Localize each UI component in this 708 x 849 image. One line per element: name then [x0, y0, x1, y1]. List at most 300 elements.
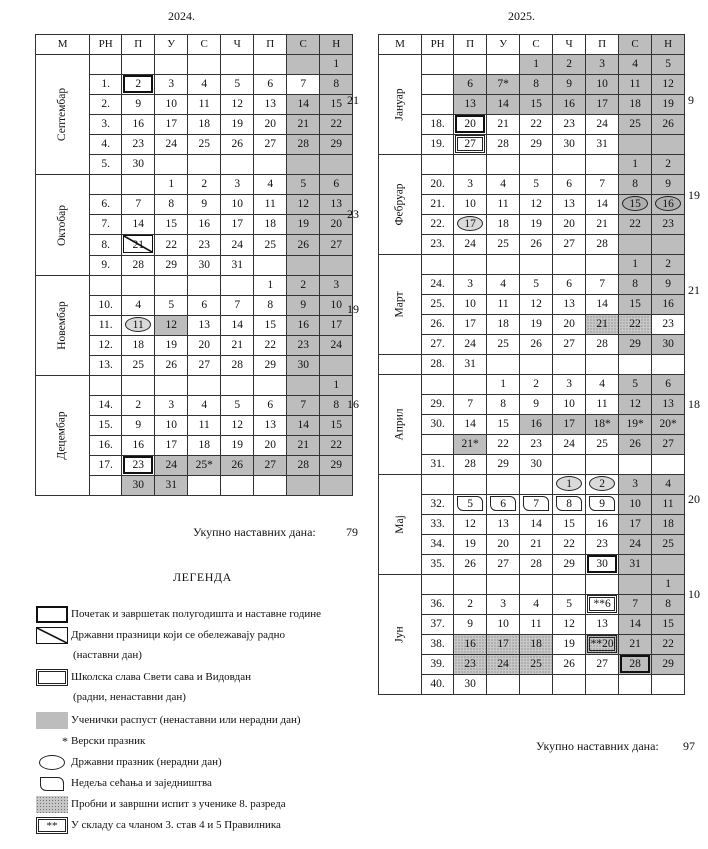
day-cell	[254, 256, 287, 276]
day-cell: 4	[487, 175, 520, 195]
day-cell: 15	[652, 615, 685, 635]
week-row	[379, 675, 685, 695]
day-cell: 13	[487, 515, 520, 535]
day-cell	[619, 195, 652, 215]
day-cell: 19	[652, 95, 685, 115]
day-cell: 14	[586, 195, 619, 215]
day-cell	[520, 675, 553, 695]
day-cell: 26	[454, 555, 487, 575]
day-cell	[487, 475, 520, 495]
day-cell	[619, 235, 652, 255]
week-row	[379, 335, 685, 355]
month-name: Април	[393, 408, 406, 441]
week-row	[379, 635, 685, 655]
day-cell: 29	[487, 455, 520, 475]
day-cell: 3	[487, 595, 520, 615]
legend-text: Недеља сећања и заједништва	[71, 777, 212, 789]
day-cell: 3	[454, 175, 487, 195]
day-cell: 17	[155, 436, 188, 456]
header-row	[379, 35, 685, 55]
day-cell: 3	[221, 175, 254, 195]
day-cell: 7	[122, 195, 155, 215]
day-cell: 12	[553, 615, 586, 635]
day-cell: 5	[221, 75, 254, 95]
day-cell: 18	[188, 436, 221, 456]
day-cell: 28	[221, 356, 254, 376]
day-cell: 7	[586, 175, 619, 195]
day-cell: 15	[254, 316, 287, 336]
day-cell: 9	[553, 75, 586, 95]
day-cell: 25	[586, 435, 619, 455]
week-number	[90, 276, 122, 296]
day-cell: 15	[487, 415, 520, 435]
day-marker: 7	[523, 496, 549, 511]
day-cell: 28	[122, 256, 155, 276]
week-number: 24.	[422, 275, 454, 295]
week-row	[379, 315, 685, 335]
month-day-count: 21	[347, 93, 359, 107]
week-row	[379, 615, 685, 635]
day-cell: 7	[619, 595, 652, 615]
day-marker: 2	[123, 75, 153, 93]
week-row	[379, 175, 685, 195]
day-cell	[454, 575, 487, 595]
day-cell: 9	[652, 275, 685, 295]
day-cell: 7*	[487, 75, 520, 95]
week-number	[422, 75, 454, 95]
day-cell: 10	[454, 195, 487, 215]
week-number: 39.	[422, 655, 454, 675]
week-number: 7.	[90, 215, 122, 235]
day-cell	[487, 155, 520, 175]
day-cell: 24	[619, 535, 652, 555]
day-cell: 11	[586, 395, 619, 415]
column-header: Ч	[553, 35, 586, 55]
day-cell: 25	[188, 135, 221, 155]
day-cell	[320, 356, 353, 376]
day-cell: 16	[454, 635, 487, 655]
day-cell: 29	[155, 256, 188, 276]
day-cell	[586, 635, 619, 655]
asterisk-icon: *	[62, 734, 68, 748]
day-cell: 17	[454, 315, 487, 335]
day-cell	[553, 355, 586, 375]
week-number: 8.	[90, 235, 122, 256]
week-row	[379, 415, 685, 435]
day-cell: 12	[454, 515, 487, 535]
month-name: Јун	[393, 626, 406, 643]
day-cell: 4	[188, 396, 221, 416]
day-cell: 27	[487, 555, 520, 575]
week-number: 11.	[90, 316, 122, 336]
day-cell: 2	[652, 255, 685, 275]
double-star-box-icon: **	[36, 817, 68, 834]
day-cell: 23	[652, 315, 685, 335]
day-cell	[454, 475, 487, 495]
day-cell: 3	[155, 75, 188, 95]
day-cell	[586, 575, 619, 595]
day-cell: 23	[520, 435, 553, 455]
week-row	[379, 235, 685, 255]
total-right-label: Укупно наставних дана:	[536, 739, 659, 753]
month-label	[379, 355, 422, 375]
month-name: Јануар	[393, 88, 406, 121]
day-cell: 1	[652, 575, 685, 595]
day-cell: 24	[586, 115, 619, 135]
day-cell: 8	[320, 396, 353, 416]
day-cell	[553, 475, 586, 495]
day-cell: 8	[652, 595, 685, 615]
week-number: 30.	[422, 415, 454, 435]
day-cell: 21	[221, 336, 254, 356]
day-cell: 29	[553, 555, 586, 575]
day-cell	[155, 55, 188, 75]
day-cell: 18	[619, 95, 652, 115]
day-cell	[188, 376, 221, 396]
day-cell: 1	[320, 376, 353, 396]
day-cell: 29	[320, 456, 353, 476]
day-cell: 13	[586, 615, 619, 635]
day-cell: 27	[553, 335, 586, 355]
day-cell: 8	[619, 175, 652, 195]
day-cell: 14	[619, 615, 652, 635]
day-cell: 26	[221, 456, 254, 476]
day-cell: 12	[520, 295, 553, 315]
column-header: Ч	[221, 35, 254, 55]
day-cell	[520, 255, 553, 275]
week-row	[379, 375, 685, 395]
day-cell	[454, 135, 487, 155]
day-cell: 18	[254, 215, 287, 235]
day-cell: 11	[188, 416, 221, 436]
calendar-2025	[378, 34, 685, 695]
day-cell: 26	[520, 235, 553, 255]
month-label	[379, 575, 422, 695]
day-cell: 18	[652, 515, 685, 535]
day-cell: 1	[619, 255, 652, 275]
week-number: 2.	[90, 95, 122, 115]
legend-text: (наставни дан)	[73, 649, 142, 661]
day-cell: 2	[122, 396, 155, 416]
week-row	[379, 255, 685, 275]
day-cell: 30	[520, 455, 553, 475]
day-cell: 13	[553, 195, 586, 215]
month-label	[379, 475, 422, 575]
day-cell: 19	[454, 535, 487, 555]
day-cell: 2	[287, 276, 320, 296]
day-cell	[487, 495, 520, 515]
week-number	[422, 435, 454, 455]
day-marker: 15	[622, 196, 648, 211]
day-cell: 16	[188, 215, 221, 235]
week-number: 3.	[90, 115, 122, 135]
month-label	[379, 255, 422, 355]
column-header: У	[487, 35, 520, 55]
day-cell	[619, 135, 652, 155]
week-row	[379, 275, 685, 295]
week-row	[379, 115, 685, 135]
day-cell: 22	[320, 436, 353, 456]
day-cell: 13	[553, 295, 586, 315]
week-number	[90, 476, 122, 496]
day-cell	[619, 355, 652, 375]
day-cell: 11	[619, 75, 652, 95]
day-marker: 11	[125, 317, 151, 332]
day-cell: 16	[122, 436, 155, 456]
week-row	[379, 215, 685, 235]
day-cell	[454, 115, 487, 135]
week-row	[379, 555, 685, 575]
day-cell: 10	[155, 416, 188, 436]
column-header: С	[188, 35, 221, 55]
day-cell: 2	[652, 155, 685, 175]
month-label	[379, 375, 422, 475]
week-number: 19.	[422, 135, 454, 155]
week-number	[90, 175, 122, 195]
day-cell: 8	[254, 296, 287, 316]
day-cell: 13	[652, 395, 685, 415]
day-cell: 20	[320, 215, 353, 235]
week-row	[36, 55, 353, 75]
week-row	[379, 515, 685, 535]
day-cell: 24	[553, 435, 586, 455]
day-cell: 19	[221, 115, 254, 135]
calendar-2024	[35, 34, 353, 496]
day-cell: 19	[553, 635, 586, 655]
day-cell: 21	[487, 115, 520, 135]
day-cell	[520, 575, 553, 595]
day-cell: 7	[287, 75, 320, 95]
day-cell: 1	[254, 276, 287, 296]
day-cell: 15	[155, 215, 188, 235]
day-marker: 5	[457, 496, 483, 511]
day-cell	[553, 575, 586, 595]
day-cell	[122, 316, 155, 336]
day-cell: 11	[652, 495, 685, 515]
day-cell: 1	[320, 55, 353, 75]
day-cell	[287, 55, 320, 75]
week-number: 26.	[422, 315, 454, 335]
day-cell: 25	[520, 655, 553, 675]
day-cell	[287, 155, 320, 175]
day-cell: 27	[254, 135, 287, 155]
day-cell: 25*	[188, 456, 221, 476]
day-cell: 25	[619, 115, 652, 135]
day-cell: 8	[487, 395, 520, 415]
day-cell: 17	[221, 215, 254, 235]
day-cell: 20	[188, 336, 221, 356]
day-cell: 3	[155, 396, 188, 416]
week-row	[379, 95, 685, 115]
day-cell: 13	[188, 316, 221, 336]
day-cell	[122, 175, 155, 195]
week-number: 25.	[422, 295, 454, 315]
month-label	[36, 376, 90, 496]
day-cell	[155, 155, 188, 175]
month-name: Новембар	[56, 301, 69, 350]
day-cell: 2	[553, 55, 586, 75]
day-cell: 22	[553, 535, 586, 555]
day-cell	[287, 476, 320, 496]
day-marker: 9	[589, 496, 615, 511]
month-day-count: 19	[347, 302, 359, 316]
week-number	[422, 575, 454, 595]
day-cell: 12	[619, 395, 652, 415]
day-cell: 6	[320, 175, 353, 195]
day-cell: 8	[520, 75, 553, 95]
day-cell: 17	[619, 515, 652, 535]
day-cell: 24	[221, 235, 254, 256]
day-cell: 21*	[454, 435, 487, 455]
day-cell: 5	[520, 175, 553, 195]
week-number: 15.	[90, 416, 122, 436]
week-number	[422, 95, 454, 115]
week-number: 1.	[90, 75, 122, 95]
day-cell: 15	[320, 416, 353, 436]
day-cell: 12	[520, 195, 553, 215]
week-row	[379, 655, 685, 675]
month-day-count: 20	[688, 492, 700, 506]
day-cell	[454, 495, 487, 515]
day-cell: 7	[221, 296, 254, 316]
day-cell: 6	[254, 396, 287, 416]
day-cell: 26	[553, 655, 586, 675]
day-cell	[586, 495, 619, 515]
day-cell: 9	[652, 175, 685, 195]
day-cell: 10	[487, 615, 520, 635]
day-cell	[155, 376, 188, 396]
day-cell: 14	[520, 515, 553, 535]
day-cell: 22	[619, 315, 652, 335]
day-cell: 28	[487, 135, 520, 155]
day-cell: 15	[320, 95, 353, 115]
day-cell	[122, 235, 155, 256]
day-cell	[221, 376, 254, 396]
day-cell	[221, 55, 254, 75]
day-cell: 18	[487, 215, 520, 235]
week-number	[422, 375, 454, 395]
day-cell	[652, 135, 685, 155]
day-cell: 24	[454, 235, 487, 255]
day-cell: 19	[287, 215, 320, 235]
day-cell: 16	[652, 295, 685, 315]
week-row	[36, 276, 353, 296]
day-cell: 9	[122, 95, 155, 115]
day-cell: 11	[487, 195, 520, 215]
day-cell	[188, 276, 221, 296]
week-number: 9.	[90, 256, 122, 276]
slash-box-icon	[36, 627, 68, 644]
day-cell: 6	[652, 375, 685, 395]
day-cell	[520, 495, 553, 515]
day-cell: 22	[155, 235, 188, 256]
week-number: 5.	[90, 155, 122, 175]
day-cell: 22	[619, 215, 652, 235]
day-cell: 17	[553, 415, 586, 435]
day-cell: 22	[520, 115, 553, 135]
week-number: 23.	[422, 235, 454, 255]
column-header: РН	[90, 35, 122, 55]
day-cell: 22	[652, 635, 685, 655]
week-row	[379, 55, 685, 75]
day-marker: 2	[589, 476, 615, 491]
day-cell	[454, 155, 487, 175]
day-cell	[586, 595, 619, 615]
day-cell: 13	[320, 195, 353, 215]
day-cell: 2	[520, 375, 553, 395]
day-cell	[254, 155, 287, 175]
day-cell	[553, 455, 586, 475]
thick-box-icon	[36, 606, 68, 623]
day-cell: 19	[520, 315, 553, 335]
day-cell: 25	[122, 356, 155, 376]
day-cell: 4	[188, 75, 221, 95]
day-cell	[254, 376, 287, 396]
column-header: П	[586, 35, 619, 55]
wave-flag-icon	[40, 777, 64, 791]
day-cell	[520, 355, 553, 375]
day-cell	[586, 555, 619, 575]
day-cell: 24	[155, 456, 188, 476]
day-cell	[221, 155, 254, 175]
day-cell	[586, 155, 619, 175]
week-row	[379, 395, 685, 415]
day-cell: 30	[122, 155, 155, 175]
day-cell: 19	[155, 336, 188, 356]
day-cell: 23	[454, 655, 487, 675]
month-day-count: 21	[688, 283, 700, 297]
day-cell: 4	[122, 296, 155, 316]
day-cell: 22	[487, 435, 520, 455]
day-cell: 9	[287, 296, 320, 316]
day-cell: 5	[221, 396, 254, 416]
week-number	[422, 155, 454, 175]
day-cell: 5	[619, 375, 652, 395]
legend-text: Верски празник	[71, 735, 146, 747]
day-cell	[454, 215, 487, 235]
column-header: М	[36, 35, 90, 55]
day-cell	[454, 55, 487, 75]
week-number: 10.	[90, 296, 122, 316]
gray-box-icon	[36, 712, 68, 729]
day-cell: 23	[652, 215, 685, 235]
day-cell: 18	[487, 315, 520, 335]
day-cell: 22	[254, 336, 287, 356]
day-cell	[287, 256, 320, 276]
day-cell: 18*	[586, 415, 619, 435]
day-cell: 9	[454, 615, 487, 635]
day-cell: 4	[619, 55, 652, 75]
column-header: С	[287, 35, 320, 55]
week-number: 4.	[90, 135, 122, 155]
day-cell: 9	[188, 195, 221, 215]
day-cell: 27	[652, 435, 685, 455]
column-header: П	[254, 35, 287, 55]
day-cell: 8	[320, 75, 353, 95]
day-cell	[619, 575, 652, 595]
day-cell: 30	[188, 256, 221, 276]
day-cell: 25	[487, 235, 520, 255]
day-cell: 19	[221, 436, 254, 456]
month-name: Децембар	[56, 411, 69, 460]
day-cell: 20*	[652, 415, 685, 435]
legend-text: Државни празник (нерадни дан)	[71, 756, 222, 768]
day-cell: 5	[520, 275, 553, 295]
day-cell: 23	[553, 115, 586, 135]
day-cell	[520, 155, 553, 175]
day-cell: 28	[287, 456, 320, 476]
month-label	[36, 55, 90, 175]
